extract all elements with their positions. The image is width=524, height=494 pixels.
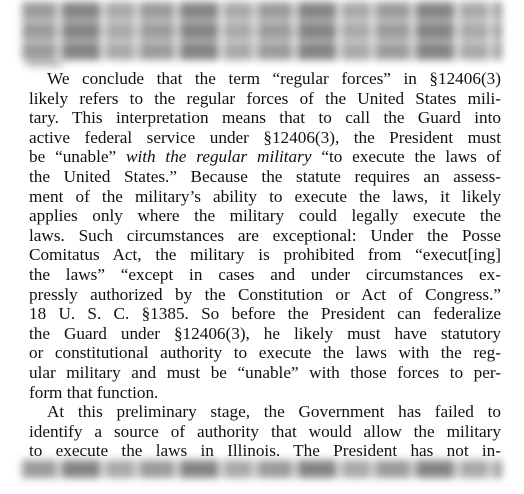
text-line: form that function. bbox=[29, 382, 159, 402]
text-line: ular military and must be “unable” with those forces to per- bbox=[29, 362, 501, 382]
text-line: We conclude that the term “regular forces” in §12406(3) bbox=[47, 69, 501, 88]
redacted-text-bottom bbox=[22, 458, 502, 494]
text-run: be “unable” bbox=[29, 147, 117, 167]
text-line: applies only where the military could legally execute the bbox=[29, 206, 501, 226]
text-line: or constitutional authority to execute the laws with the reg- bbox=[29, 343, 501, 363]
italic-phrase: with the regular military bbox=[125, 147, 312, 167]
text-line: tary. This interpretation means that to call the Guard into bbox=[29, 108, 501, 128]
redacted-text-top bbox=[22, 0, 502, 66]
text-line: laws. Such circumstances are exceptional: Under the Posse bbox=[29, 225, 501, 245]
text-run: “to execute the laws of bbox=[321, 147, 501, 167]
text-line: the United States.” Because the statute requires an assess- bbox=[29, 166, 501, 186]
text-line: At this preliminary stage, the Government has failed to bbox=[47, 402, 501, 422]
text-line: likely refers to the regular forces of the United States mili- bbox=[29, 88, 501, 108]
body-text bbox=[29, 69, 501, 461]
text-line: the laws” “except in cases and under circumstances ex- bbox=[29, 264, 501, 284]
text-line: Comitatus Act, the military is prohibited from “execut[ing] bbox=[29, 245, 501, 265]
text-line: active federal service under §12406(3), the President must bbox=[29, 127, 501, 147]
text-line: to execute the laws in Illinois. The President has not in- bbox=[29, 441, 501, 461]
text-line: pressly authorized by the Constitution or Act of Congress.” bbox=[29, 284, 501, 304]
text-line: the Guard under §12406(3), he likely must have statutory bbox=[29, 323, 501, 343]
text-line: 18 U. S. C. §1385. So before the President can federalize bbox=[29, 304, 501, 324]
text-line bbox=[29, 147, 501, 167]
text-line: ment of the military’s ability to execute the laws, it likely bbox=[29, 186, 501, 206]
text-line: identify a source of authority that would allow the military bbox=[29, 421, 501, 441]
